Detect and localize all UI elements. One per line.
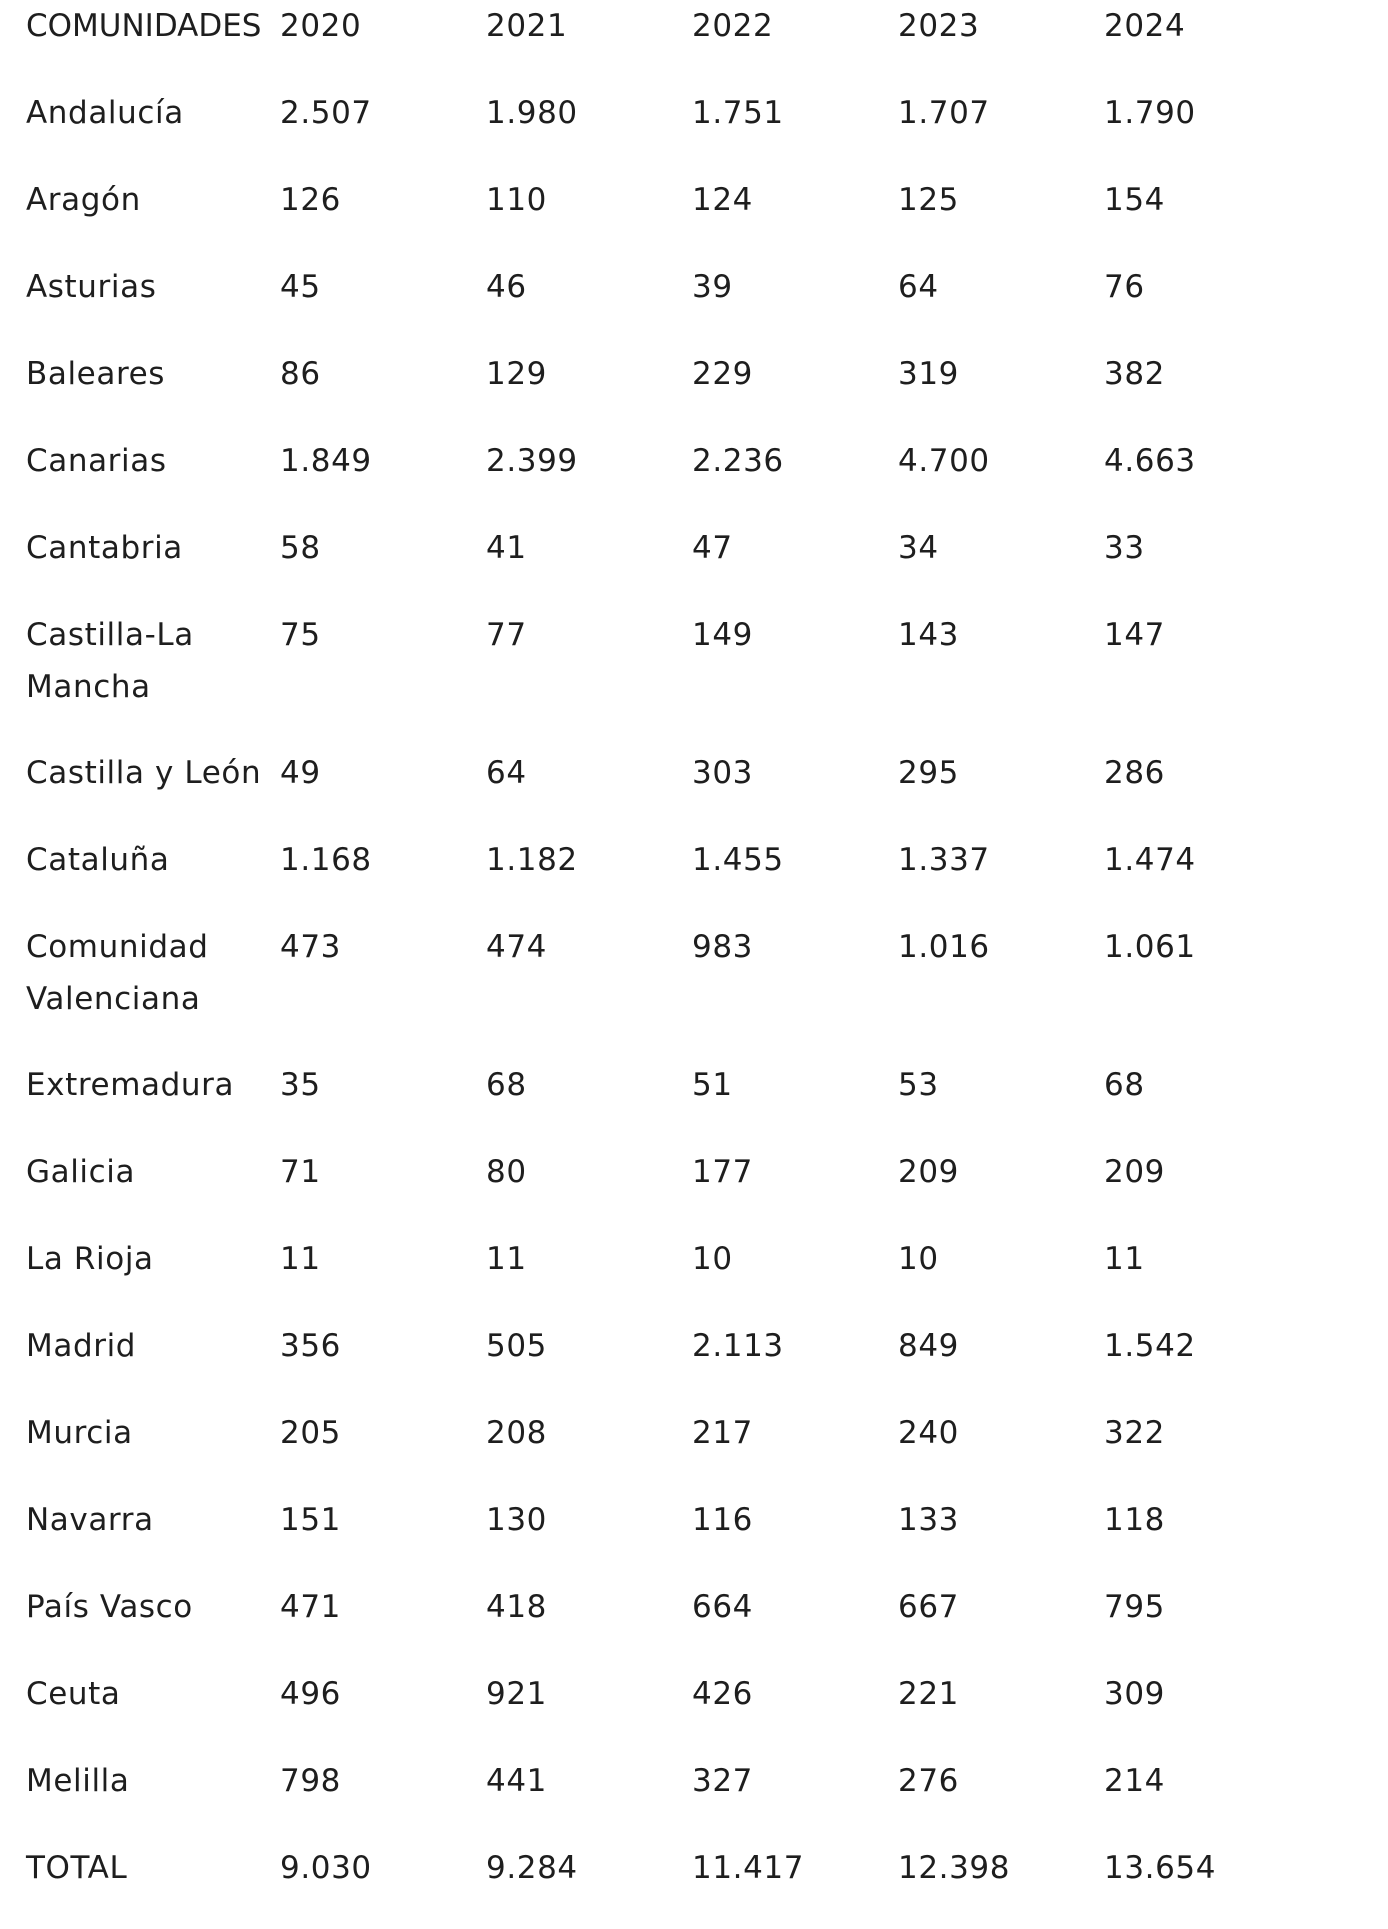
table-row bbox=[26, 1755, 1366, 1842]
region-cell: Baleares bbox=[26, 356, 166, 392]
value-cell: 1.016 bbox=[898, 929, 990, 965]
region-cell: Canarias bbox=[26, 443, 167, 479]
value-cell: 11 bbox=[1104, 1241, 1145, 1277]
header-cell-2024: 2024 bbox=[1104, 8, 1186, 44]
data-table bbox=[26, 0, 1366, 1929]
value-cell: 116 bbox=[692, 1502, 753, 1538]
table-row bbox=[26, 261, 1366, 348]
table-row bbox=[26, 1668, 1366, 1755]
value-cell: 68 bbox=[1104, 1067, 1145, 1103]
value-cell: 39 bbox=[692, 269, 733, 305]
table-row bbox=[26, 747, 1366, 834]
header-cell-2020: 2020 bbox=[280, 8, 362, 44]
value-cell: 53 bbox=[898, 1067, 939, 1103]
value-cell: 205 bbox=[280, 1415, 341, 1451]
header-cell-2023: 2023 bbox=[898, 8, 980, 44]
table-row bbox=[26, 609, 1366, 747]
value-cell: 149 bbox=[692, 617, 753, 653]
value-cell: 68 bbox=[486, 1067, 527, 1103]
value-cell: 12.398 bbox=[898, 1850, 1011, 1886]
value-cell: 1.980 bbox=[486, 95, 578, 131]
region-cell: Melilla bbox=[26, 1763, 130, 1799]
value-cell: 2.113 bbox=[692, 1328, 784, 1364]
region-cell: Extremadura bbox=[26, 1067, 235, 1103]
value-cell: 77 bbox=[486, 617, 527, 653]
value-cell: 58 bbox=[280, 530, 321, 566]
value-cell: 1.849 bbox=[280, 443, 372, 479]
value-cell: 214 bbox=[1104, 1763, 1165, 1799]
value-cell: 322 bbox=[1104, 1415, 1165, 1451]
table-row bbox=[26, 1581, 1366, 1668]
value-cell: 86 bbox=[280, 356, 321, 392]
table-row bbox=[26, 522, 1366, 609]
value-cell: 10 bbox=[692, 1241, 733, 1277]
value-cell: 1.337 bbox=[898, 842, 990, 878]
value-cell: 34 bbox=[898, 530, 939, 566]
value-cell: 64 bbox=[898, 269, 939, 305]
value-cell: 309 bbox=[1104, 1676, 1165, 1712]
value-cell: 327 bbox=[692, 1763, 753, 1799]
value-cell: 471 bbox=[280, 1589, 341, 1625]
value-cell: 75 bbox=[280, 617, 321, 653]
value-cell: 80 bbox=[486, 1154, 527, 1190]
value-cell: 118 bbox=[1104, 1502, 1165, 1538]
table-row bbox=[26, 348, 1366, 435]
value-cell: 1.168 bbox=[280, 842, 372, 878]
table-row bbox=[26, 921, 1366, 1059]
value-cell: 303 bbox=[692, 755, 753, 791]
value-cell: 209 bbox=[898, 1154, 959, 1190]
value-cell: 217 bbox=[692, 1415, 753, 1451]
value-cell: 667 bbox=[898, 1589, 959, 1625]
value-cell: 13.654 bbox=[1104, 1850, 1217, 1886]
value-cell: 177 bbox=[692, 1154, 753, 1190]
value-cell: 51 bbox=[692, 1067, 733, 1103]
value-cell: 209 bbox=[1104, 1154, 1165, 1190]
value-cell: 143 bbox=[898, 617, 959, 653]
value-cell: 11 bbox=[280, 1241, 321, 1277]
header-cell-2022: 2022 bbox=[692, 8, 774, 44]
value-cell: 129 bbox=[486, 356, 547, 392]
value-cell: 496 bbox=[280, 1676, 341, 1712]
value-cell: 473 bbox=[280, 929, 341, 965]
value-cell: 1.707 bbox=[898, 95, 990, 131]
value-cell: 125 bbox=[898, 182, 959, 218]
value-cell: 319 bbox=[898, 356, 959, 392]
region-cell: Ceuta bbox=[26, 1676, 121, 1712]
value-cell: 76 bbox=[1104, 269, 1145, 305]
header-cell-2021: 2021 bbox=[486, 8, 568, 44]
value-cell: 11 bbox=[486, 1241, 527, 1277]
value-cell: 130 bbox=[486, 1502, 547, 1538]
table-row bbox=[26, 1320, 1366, 1407]
value-cell: 983 bbox=[692, 929, 753, 965]
table-row bbox=[26, 1146, 1366, 1233]
table-row bbox=[26, 174, 1366, 261]
region-cell: Navarra bbox=[26, 1502, 154, 1538]
value-cell: 286 bbox=[1104, 755, 1165, 791]
value-cell: 1.790 bbox=[1104, 95, 1196, 131]
table-header-row bbox=[26, 0, 1366, 52]
value-cell: 133 bbox=[898, 1502, 959, 1538]
table-row bbox=[26, 1059, 1366, 1146]
value-cell: 505 bbox=[486, 1328, 547, 1364]
value-cell: 1.061 bbox=[1104, 929, 1196, 965]
value-cell: 9.030 bbox=[280, 1850, 372, 1886]
value-cell: 382 bbox=[1104, 356, 1165, 392]
table-row bbox=[26, 1842, 1366, 1929]
value-cell: 64 bbox=[486, 755, 527, 791]
region-cell: Murcia bbox=[26, 1415, 133, 1451]
value-cell: 849 bbox=[898, 1328, 959, 1364]
region-cell: Castilla-La Mancha bbox=[26, 617, 194, 705]
value-cell: 1.474 bbox=[1104, 842, 1196, 878]
region-cell: País Vasco bbox=[26, 1589, 193, 1625]
value-cell: 33 bbox=[1104, 530, 1145, 566]
value-cell: 208 bbox=[486, 1415, 547, 1451]
value-cell: 45 bbox=[280, 269, 321, 305]
region-cell: Cataluña bbox=[26, 842, 170, 878]
table-row bbox=[26, 1494, 1366, 1581]
value-cell: 46 bbox=[486, 269, 527, 305]
table-row bbox=[26, 834, 1366, 921]
value-cell: 229 bbox=[692, 356, 753, 392]
value-cell: 4.700 bbox=[898, 443, 990, 479]
value-cell: 35 bbox=[280, 1067, 321, 1103]
region-cell: Andalucía bbox=[26, 95, 184, 131]
value-cell: 9.284 bbox=[486, 1850, 578, 1886]
value-cell: 426 bbox=[692, 1676, 753, 1712]
region-cell: Cantabria bbox=[26, 530, 183, 566]
table-row bbox=[26, 1233, 1366, 1320]
value-cell: 798 bbox=[280, 1763, 341, 1799]
region-cell: Comunidad Valenciana bbox=[26, 929, 209, 1017]
value-cell: 240 bbox=[898, 1415, 959, 1451]
value-cell: 147 bbox=[1104, 617, 1165, 653]
value-cell: 441 bbox=[486, 1763, 547, 1799]
region-cell: Asturias bbox=[26, 269, 157, 305]
value-cell: 126 bbox=[280, 182, 341, 218]
value-cell: 151 bbox=[280, 1502, 341, 1538]
value-cell: 41 bbox=[486, 530, 527, 566]
value-cell: 1.182 bbox=[486, 842, 578, 878]
header-cell-comunidades: COMUNIDADES bbox=[26, 8, 262, 44]
value-cell: 295 bbox=[898, 755, 959, 791]
table-row bbox=[26, 1407, 1366, 1494]
region-cell: La Rioja bbox=[26, 1241, 154, 1277]
value-cell: 11.417 bbox=[692, 1850, 805, 1886]
value-cell: 47 bbox=[692, 530, 733, 566]
value-cell: 10 bbox=[898, 1241, 939, 1277]
value-cell: 664 bbox=[692, 1589, 753, 1625]
value-cell: 49 bbox=[280, 755, 321, 791]
region-cell: TOTAL bbox=[26, 1850, 128, 1886]
value-cell: 154 bbox=[1104, 182, 1165, 218]
value-cell: 1.542 bbox=[1104, 1328, 1196, 1364]
region-cell: Castilla y León bbox=[26, 755, 262, 791]
value-cell: 795 bbox=[1104, 1589, 1165, 1625]
value-cell: 2.507 bbox=[280, 95, 372, 131]
value-cell: 2.399 bbox=[486, 443, 578, 479]
region-cell: Madrid bbox=[26, 1328, 137, 1364]
value-cell: 124 bbox=[692, 182, 753, 218]
table-row bbox=[26, 87, 1366, 174]
value-cell: 1.455 bbox=[692, 842, 784, 878]
value-cell: 1.751 bbox=[692, 95, 784, 131]
value-cell: 356 bbox=[280, 1328, 341, 1364]
value-cell: 2.236 bbox=[692, 443, 784, 479]
value-cell: 474 bbox=[486, 929, 547, 965]
value-cell: 418 bbox=[486, 1589, 547, 1625]
region-cell: Galicia bbox=[26, 1154, 136, 1190]
value-cell: 276 bbox=[898, 1763, 959, 1799]
table-row bbox=[26, 435, 1366, 522]
value-cell: 71 bbox=[280, 1154, 321, 1190]
value-cell: 110 bbox=[486, 182, 547, 218]
value-cell: 221 bbox=[898, 1676, 959, 1712]
table-body bbox=[26, 87, 1366, 1929]
value-cell: 4.663 bbox=[1104, 443, 1196, 479]
region-cell: Aragón bbox=[26, 182, 141, 218]
value-cell: 921 bbox=[486, 1676, 547, 1712]
